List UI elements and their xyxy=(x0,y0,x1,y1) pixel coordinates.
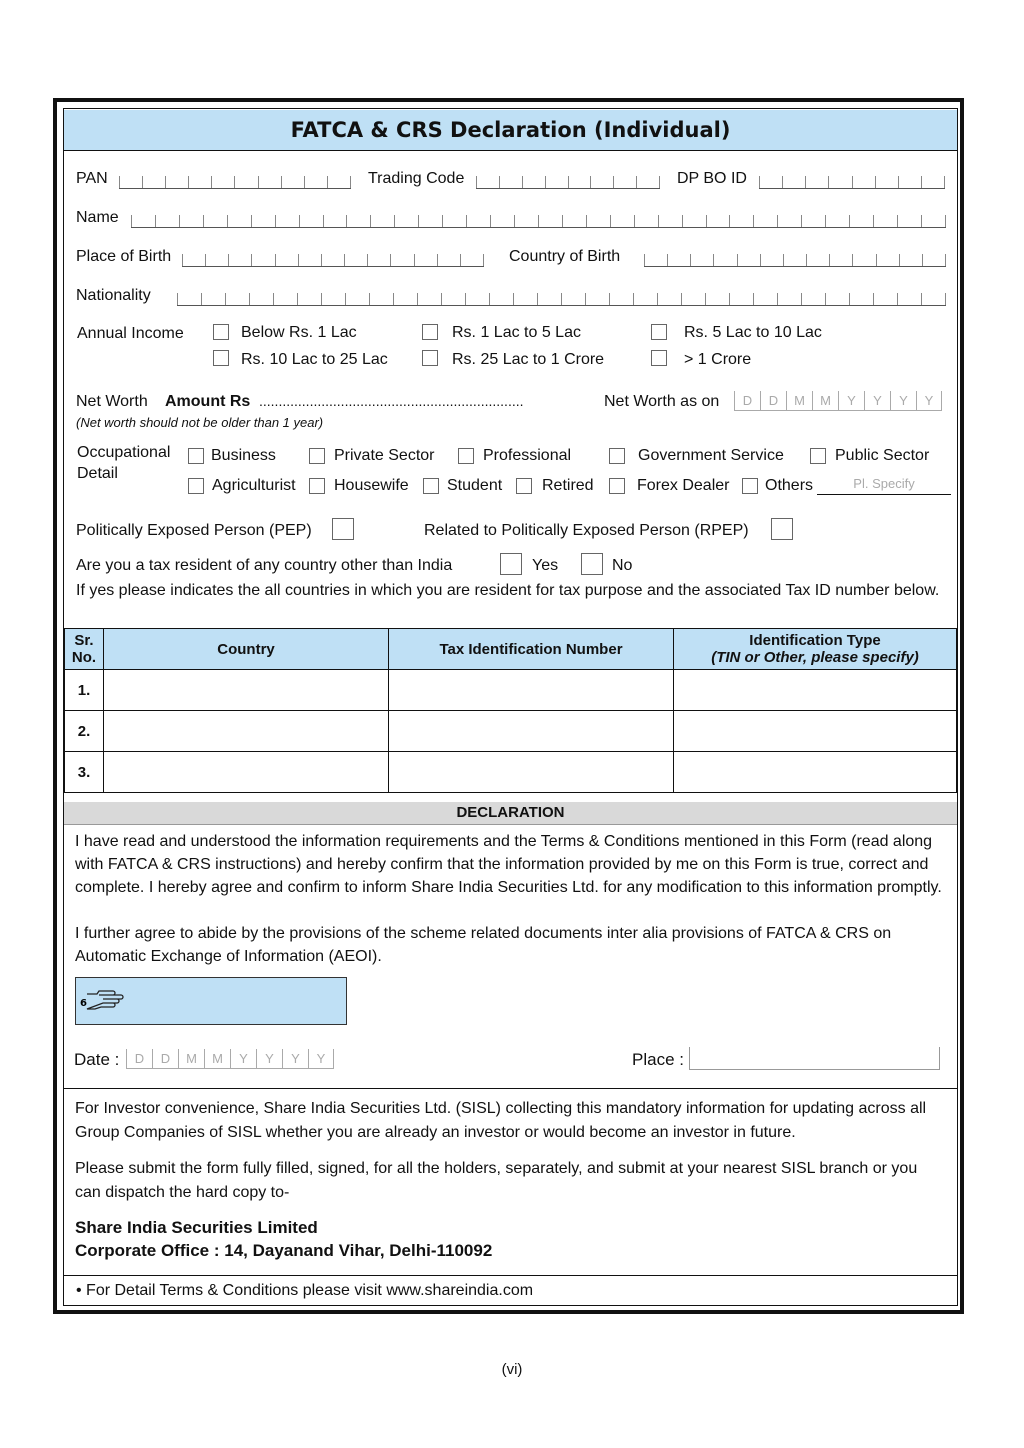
occupation-option-label: Forex Dealer xyxy=(637,477,730,494)
tax-resident-question: Are you a tax resident of any country other than India xyxy=(76,557,453,574)
char-cell[interactable] xyxy=(897,293,921,305)
pan-input-boxes[interactable] xyxy=(119,168,351,189)
char-cell[interactable] xyxy=(706,215,730,227)
char-cell[interactable] xyxy=(201,293,225,305)
char-cell[interactable] xyxy=(636,176,660,188)
occupation-option-label: Housewife xyxy=(334,477,409,494)
char-cell[interactable] xyxy=(545,176,568,188)
char-cell[interactable] xyxy=(705,293,729,305)
table-row xyxy=(65,752,957,793)
char-cell[interactable] xyxy=(275,215,299,227)
char-cell[interactable] xyxy=(898,176,921,188)
char-cell[interactable] xyxy=(682,215,706,227)
date-label: Date : xyxy=(74,1050,120,1069)
char-cell[interactable] xyxy=(852,176,875,188)
occupation-option-label: Others xyxy=(765,477,814,494)
income-option-label: Rs. 25 Lac to 1 Crore xyxy=(452,351,605,368)
char-cell[interactable] xyxy=(441,293,465,305)
id-type-cell[interactable] xyxy=(674,711,957,752)
char-cell[interactable] xyxy=(876,254,899,266)
char-cell[interactable] xyxy=(690,254,713,266)
occupation-housewife-checkbox[interactable] xyxy=(309,478,325,494)
char-cell[interactable] xyxy=(729,215,753,227)
char-cell[interactable] xyxy=(142,176,165,188)
char-cell[interactable] xyxy=(806,254,829,266)
net-worth-amount-field[interactable]: .................................................................... xyxy=(259,393,524,409)
char-cell[interactable] xyxy=(205,254,228,266)
dp-bo-id-input-boxes[interactable] xyxy=(759,168,945,189)
pep-label: Politically Exposed Person (PEP) xyxy=(76,522,312,539)
char-cell[interactable] xyxy=(759,176,782,188)
table-row xyxy=(65,711,957,752)
char-cell[interactable] xyxy=(327,176,351,188)
char-cell[interactable] xyxy=(590,176,613,188)
signature-box[interactable] xyxy=(75,977,347,1025)
occupation-option-label: Professional xyxy=(483,447,572,464)
char-cell[interactable] xyxy=(298,254,321,266)
char-cell[interactable] xyxy=(613,176,636,188)
char-cell[interactable] xyxy=(921,215,946,227)
income-1-to-5-lac-checkbox[interactable] xyxy=(422,324,438,340)
occupation-option-label: Agriculturist xyxy=(212,477,296,494)
char-cell[interactable] xyxy=(644,254,667,266)
declaration-paragraph-2: I further agree to abide by the provisions of the scheme related documents inter alia provisions of FATCA & CRS on Automatic Exchange of Information (AEOI). xyxy=(75,925,892,965)
country-of-birth-label: Country of Birth xyxy=(509,248,621,265)
char-cell[interactable] xyxy=(211,176,234,188)
char-cell[interactable] xyxy=(251,254,274,266)
char-cell[interactable] xyxy=(394,215,418,227)
table-header-row xyxy=(65,629,957,670)
occupation-professional-checkbox[interactable] xyxy=(458,448,474,464)
date-cell[interactable]: D xyxy=(152,1049,178,1069)
char-cell[interactable] xyxy=(537,293,561,305)
char-cell[interactable] xyxy=(489,293,513,305)
tax-residency-table xyxy=(64,628,957,793)
char-cell[interactable] xyxy=(713,254,736,266)
char-cell[interactable] xyxy=(801,293,825,305)
occupation-option-label: Private Sector xyxy=(334,447,435,464)
identification-type-header xyxy=(674,629,957,670)
char-cell[interactable] xyxy=(369,293,393,305)
occupation-government-service-checkbox[interactable] xyxy=(609,448,625,464)
date-cell[interactable]: Y xyxy=(308,1049,334,1069)
occupation-student-checkbox[interactable] xyxy=(423,478,439,494)
char-cell[interactable] xyxy=(667,254,690,266)
row-number: 1. xyxy=(65,670,104,711)
char-cell[interactable] xyxy=(203,215,227,227)
char-cell[interactable] xyxy=(299,215,323,227)
country-header: Country xyxy=(104,629,389,670)
char-cell[interactable] xyxy=(897,215,921,227)
char-cell[interactable] xyxy=(437,254,460,266)
country-cell[interactable] xyxy=(104,711,389,752)
occupation-agriculturist-checkbox[interactable] xyxy=(188,478,204,494)
char-cell[interactable] xyxy=(921,293,946,305)
date-cell[interactable]: M xyxy=(204,1049,230,1069)
char-cell[interactable] xyxy=(131,215,155,227)
char-cell[interactable] xyxy=(753,215,777,227)
char-cell[interactable] xyxy=(321,254,344,266)
char-cell[interactable] xyxy=(119,176,142,188)
footer-divider xyxy=(64,1275,957,1276)
nationality-label: Nationality xyxy=(76,287,151,304)
place-input[interactable] xyxy=(689,1047,940,1070)
occupation-private-sector-checkbox[interactable] xyxy=(309,448,325,464)
char-cell[interactable] xyxy=(370,215,394,227)
occupation-retired-checkbox[interactable] xyxy=(516,478,532,494)
char-cell[interactable] xyxy=(227,215,251,227)
income-below-1-lac-checkbox[interactable] xyxy=(213,324,229,340)
char-cell[interactable] xyxy=(225,293,249,305)
char-cell[interactable] xyxy=(258,176,281,188)
occupation-option-label: Public Sector xyxy=(835,447,930,464)
char-cell[interactable] xyxy=(513,293,537,305)
occupation-label: Occupational xyxy=(77,444,171,461)
tax-resident-yes-label: Yes xyxy=(532,557,559,574)
occupation-business-checkbox[interactable] xyxy=(188,448,204,464)
char-cell[interactable] xyxy=(737,254,760,266)
net-worth-amount-label: Amount Rs xyxy=(165,393,251,410)
income-option-label: Rs. 5 Lac to 10 Lac xyxy=(684,324,822,341)
char-cell[interactable] xyxy=(875,176,898,188)
income-option-label: Below Rs. 1 Lac xyxy=(241,324,357,341)
pointing-hand-icon xyxy=(79,988,127,1014)
date-cell[interactable]: Y xyxy=(864,391,890,411)
nationality-input-boxes[interactable] xyxy=(177,285,946,306)
char-cell[interactable] xyxy=(514,215,538,227)
tin-cell[interactable] xyxy=(389,752,674,793)
char-cell[interactable] xyxy=(657,293,681,305)
tax-resident-no-label: No xyxy=(612,557,633,574)
char-cell[interactable] xyxy=(801,215,825,227)
date-cell[interactable]: M xyxy=(178,1049,204,1069)
char-cell[interactable] xyxy=(476,176,499,188)
tin-header: Tax Identification Number xyxy=(389,629,674,670)
date-cell[interactable]: D xyxy=(734,391,760,411)
char-cell[interactable] xyxy=(568,176,591,188)
declaration-paragraph-1: I have read and understood the information requirements and the Terms & Conditions mentioned in this Form (read along with FATCA & CRS instructions) and hereby confirm that the information provided by me on this Form is true, correct and complete. I hereby agree and confirm to inform Share India Securities Ltd. for any modification to this information promptly. xyxy=(75,833,942,896)
income-10-to-25-lac-checkbox[interactable] xyxy=(213,350,229,366)
char-cell[interactable] xyxy=(921,176,945,188)
id-type-cell[interactable] xyxy=(674,752,957,793)
char-cell[interactable] xyxy=(367,254,390,266)
char-cell[interactable] xyxy=(681,293,705,305)
income-25-lac-to-1-crore-checkbox[interactable] xyxy=(422,350,438,366)
company-name: Share India Securities Limited xyxy=(75,1218,318,1237)
name-label: Name xyxy=(76,209,119,226)
place-label: Place : xyxy=(632,1050,684,1069)
net-worth-label: Net Worth xyxy=(76,393,148,410)
char-cell[interactable] xyxy=(466,215,490,227)
char-cell[interactable] xyxy=(753,293,777,305)
char-cell[interactable] xyxy=(586,215,610,227)
char-cell[interactable] xyxy=(414,254,437,266)
char-cell[interactable] xyxy=(499,176,522,188)
char-cell[interactable] xyxy=(165,176,188,188)
trading-code-label: Trading Code xyxy=(368,170,465,187)
tin-cell[interactable] xyxy=(389,711,674,752)
income-above-1-crore-checkbox[interactable] xyxy=(651,350,667,366)
sr-header-line1: Sr. xyxy=(74,632,94,649)
char-cell[interactable] xyxy=(179,215,203,227)
row-number: 2. xyxy=(65,711,104,752)
date-cell[interactable]: M xyxy=(786,391,812,411)
income-option-label: Rs. 1 Lac to 5 Lac xyxy=(452,324,581,341)
char-cell[interactable] xyxy=(297,293,321,305)
dp-bo-id-label: DP BO ID xyxy=(677,170,747,187)
name-input-boxes[interactable] xyxy=(131,207,946,228)
occupation-forex-dealer-checkbox[interactable] xyxy=(609,478,625,494)
char-cell[interactable] xyxy=(825,215,849,227)
country-of-birth-input-boxes[interactable] xyxy=(644,246,946,267)
form-title: FATCA & CRS Declaration (Individual) xyxy=(64,110,957,151)
net-worth-note: (Net worth should not be older than 1 year) xyxy=(76,415,324,430)
occupation-option-label: Student xyxy=(447,477,503,494)
date-cell[interactable]: M xyxy=(812,391,838,411)
char-cell[interactable] xyxy=(346,215,370,227)
char-cell[interactable] xyxy=(873,293,897,305)
char-cell[interactable] xyxy=(561,293,585,305)
date-cell[interactable]: D xyxy=(760,391,786,411)
char-cell[interactable] xyxy=(304,176,327,188)
footer-paragraph-2: Please submit the form fully filled, signed, for all the holders, separately, and submit at your nearest SISL branch or you can dispatch the hard copy to- xyxy=(75,1160,918,1201)
char-cell[interactable] xyxy=(155,215,179,227)
income-option-label: > 1 Crore xyxy=(684,351,752,368)
char-cell[interactable] xyxy=(658,215,682,227)
country-cell[interactable] xyxy=(104,752,389,793)
char-cell[interactable] xyxy=(323,215,347,227)
char-cell[interactable] xyxy=(782,176,805,188)
char-cell[interactable] xyxy=(585,293,609,305)
date-cell[interactable]: Y xyxy=(890,391,916,411)
char-cell[interactable] xyxy=(281,176,304,188)
char-cell[interactable] xyxy=(177,293,201,305)
char-cell[interactable] xyxy=(321,293,345,305)
trading-code-input-boxes[interactable] xyxy=(476,168,660,189)
char-cell[interactable] xyxy=(852,254,875,266)
others-specify-field[interactable]: Pl. Specify xyxy=(817,476,951,495)
rpep-label: Related to Politically Exposed Person (RPEP) xyxy=(424,522,749,539)
net-worth-as-on-label: Net Worth as on xyxy=(604,393,720,410)
char-cell[interactable] xyxy=(825,293,849,305)
pan-label: PAN xyxy=(76,170,108,187)
char-cell[interactable] xyxy=(777,293,801,305)
annual-income-label: Annual Income xyxy=(77,325,184,342)
declaration-heading: DECLARATION xyxy=(64,802,957,825)
char-cell[interactable] xyxy=(251,215,275,227)
date-cell[interactable]: Y xyxy=(256,1049,282,1069)
char-cell[interactable] xyxy=(273,293,297,305)
id-type-line2: (TIN or Other, please specify) xyxy=(711,649,919,666)
char-cell[interactable] xyxy=(805,176,828,188)
tin-cell[interactable] xyxy=(389,670,674,711)
char-cell[interactable] xyxy=(182,254,205,266)
char-cell[interactable] xyxy=(922,254,946,266)
footer-paragraph-1: For Investor convenience, Share India Securities Ltd. (SISL) collecting this mandatory information for updating across all Group Companies of SISL whether you are already an investor or would become an investor in future. xyxy=(75,1100,927,1141)
occupation-option-label: Government Service xyxy=(638,447,784,464)
date-cell[interactable]: Y xyxy=(916,391,942,411)
char-cell[interactable] xyxy=(873,215,897,227)
pep-checkbox[interactable] xyxy=(332,518,354,540)
id-type-line1: Identification Type xyxy=(749,632,881,649)
place-of-birth-label: Place of Birth xyxy=(76,248,172,265)
char-cell[interactable] xyxy=(275,254,298,266)
char-cell[interactable] xyxy=(783,254,806,266)
char-cell[interactable] xyxy=(828,176,851,188)
tax-resident-no-checkbox[interactable] xyxy=(581,553,603,575)
sr-no-header xyxy=(65,629,104,670)
char-cell[interactable] xyxy=(188,176,211,188)
char-cell[interactable] xyxy=(249,293,273,305)
net-worth-date-boxes[interactable] xyxy=(734,391,942,411)
char-cell[interactable] xyxy=(849,293,873,305)
date-cell[interactable]: Y xyxy=(230,1049,256,1069)
terms-link-text: • For Detail Terms & Conditions please visit www.shareindia.com xyxy=(76,1282,534,1299)
char-cell[interactable] xyxy=(562,215,586,227)
char-cell[interactable] xyxy=(760,254,783,266)
table-row xyxy=(65,670,957,711)
char-cell[interactable] xyxy=(490,215,514,227)
tax-resident-yes-checkbox[interactable] xyxy=(500,553,522,575)
id-type-cell[interactable] xyxy=(674,670,957,711)
company-address: Corporate Office : 14, Dayanand Vihar, Delhi-110092 xyxy=(75,1241,493,1260)
row-number: 3. xyxy=(65,752,104,793)
char-cell[interactable] xyxy=(234,176,257,188)
income-5-to-10-lac-checkbox[interactable] xyxy=(651,324,667,340)
char-cell[interactable] xyxy=(829,254,852,266)
char-cell[interactable] xyxy=(418,215,442,227)
rpep-checkbox[interactable] xyxy=(771,518,793,540)
char-cell[interactable] xyxy=(538,215,562,227)
char-cell[interactable] xyxy=(777,215,801,227)
char-cell[interactable] xyxy=(849,215,873,227)
char-cell[interactable] xyxy=(417,293,441,305)
char-cell[interactable] xyxy=(729,293,753,305)
char-cell[interactable] xyxy=(465,293,489,305)
char-cell[interactable] xyxy=(633,293,657,305)
char-cell[interactable] xyxy=(393,293,417,305)
occupation-option-label: Retired xyxy=(542,477,594,494)
char-cell[interactable] xyxy=(609,293,633,305)
char-cell[interactable] xyxy=(522,176,545,188)
page-number: (vi) xyxy=(501,1361,523,1378)
char-cell[interactable] xyxy=(390,254,413,266)
date-cell[interactable]: D xyxy=(126,1049,152,1069)
char-cell[interactable] xyxy=(345,293,369,305)
date-cell[interactable]: Y xyxy=(838,391,864,411)
section-divider xyxy=(64,1088,957,1089)
occupation-label-line2: Detail xyxy=(77,465,118,482)
place-of-birth-input-boxes[interactable] xyxy=(182,246,484,267)
char-cell[interactable] xyxy=(610,215,634,227)
date-cell[interactable]: Y xyxy=(282,1049,308,1069)
char-cell[interactable] xyxy=(634,215,658,227)
occupation-public-sector-checkbox[interactable] xyxy=(810,448,826,464)
char-cell[interactable] xyxy=(442,215,466,227)
tax-resident-instruction: If yes please indicates the all countries in which you are resident for tax purpose and the associated Tax ID number below. xyxy=(76,582,940,599)
char-cell[interactable] xyxy=(344,254,367,266)
svg-text:6: 6 xyxy=(80,998,87,1009)
country-cell[interactable] xyxy=(104,670,389,711)
income-option-label: Rs. 10 Lac to 25 Lac xyxy=(241,351,388,368)
occupation-option-label: Business xyxy=(211,447,276,464)
char-cell[interactable] xyxy=(460,254,484,266)
sr-header-line2: No. xyxy=(71,649,97,666)
occupation-others-checkbox[interactable] xyxy=(742,478,758,494)
declaration-date-boxes[interactable] xyxy=(126,1049,334,1069)
char-cell[interactable] xyxy=(899,254,922,266)
char-cell[interactable] xyxy=(228,254,251,266)
